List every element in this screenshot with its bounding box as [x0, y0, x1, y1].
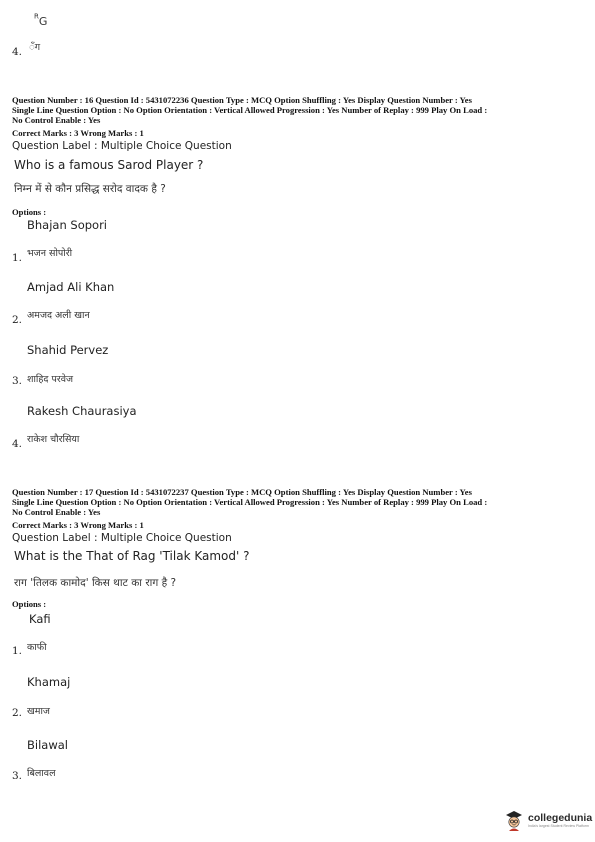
q16-text-english: Who is a famous Sarod Player ?: [14, 158, 204, 172]
q17-option-3-hindi: बिलावल: [27, 768, 56, 779]
q17-text-hindi: राग 'तिलक कामोद' किस थाट का राग है ?: [14, 577, 177, 589]
q17-options-heading: Options :: [12, 599, 47, 609]
q16-option-3-english: Shahid Pervez: [27, 343, 109, 357]
collegedunia-logo: [504, 808, 592, 832]
q17-option-3-english: Bilawal: [27, 738, 68, 752]
q16-meta-line-1: Question Number : 16 Question Id : 5431072236 Question Type : MCQ Option Shuffling : Yes Display Question Number : Yes: [12, 95, 472, 105]
q17-option-1-english: Kafi: [29, 612, 51, 626]
prev-option-4: [12, 40, 41, 59]
q17-meta-line-1: Question Number : 17 Question Id : 5431072237 Question Type : MCQ Option Shuffling : Yes Display Question Number : Yes: [12, 487, 472, 497]
logo-wordmark: collegedunia: [528, 812, 593, 824]
q16-text-hindi: निम्न में से कौन प्रसिद्ध सरोद वादक है ?: [14, 183, 166, 195]
q17-option-1-number: 1.: [12, 645, 23, 657]
q16-meta-line-2: Single Line Question Option : No Option Orientation : Vertical Allowed Progression : Yes Number of Replay : 999 Play On Load :: [12, 105, 488, 115]
mascot-icon: [504, 808, 524, 832]
q16-option-4-hindi: राकेश चौरसिया: [27, 434, 80, 445]
q16-option-2-hindi: अमजद अली खान: [27, 310, 90, 321]
q17-text-english: What is the That of Rag 'Tilak Kamod' ?: [14, 549, 250, 563]
q17-marks: Correct Marks : 3 Wrong Marks : 1: [12, 520, 144, 530]
fragment-text: G: [38, 15, 48, 28]
option-number: 4.: [12, 46, 23, 58]
q16-option-4-number: 4.: [12, 438, 23, 450]
q16-marks: Correct Marks : 3 Wrong Marks : 1: [12, 128, 144, 138]
logo-tagline: India's largest Student Review Platform: [528, 824, 589, 828]
q16-label: Question Label : Multiple Choice Question: [12, 140, 232, 152]
q16-option-1-hindi: भजन सोपोरी: [27, 248, 73, 259]
q16-option-2-english: Amjad Ali Khan: [27, 280, 115, 294]
q16-option-2-number: 2.: [12, 314, 23, 326]
q16-options-heading: Options :: [12, 207, 47, 217]
q17-option-2-number: 2.: [12, 707, 23, 719]
fragment-superscript: R: [34, 12, 39, 21]
q16-option-3-number: 3.: [12, 375, 23, 387]
q16-option-1-english: Bhajan Sopori: [27, 218, 108, 232]
q17-option-1-hindi: काफी: [27, 642, 47, 653]
q17-option-3-number: 3.: [12, 770, 23, 782]
q17-option-2-english: Khamaj: [27, 675, 71, 689]
q17-option-2-hindi: खमाज: [27, 706, 50, 717]
q16-option-4-english: Rakesh Chaurasiya: [27, 404, 137, 418]
q17-meta-line-2: Single Line Question Option : No Option Orientation : Vertical Allowed Progression : Yes Number of Replay : 999 Play On Load :: [12, 497, 488, 507]
option-hindi: ँग: [29, 42, 41, 53]
q16-option-1-number: 1.: [12, 252, 23, 264]
q17-meta-line-3: No Control Enable : Yes: [12, 507, 101, 517]
q16-option-3-hindi: शाहिद परवेज: [27, 374, 74, 385]
q17-label: Question Label : Multiple Choice Question: [12, 532, 232, 544]
prev-question-fragment: [34, 10, 47, 29]
q16-meta-line-3: No Control Enable : Yes: [12, 115, 101, 125]
